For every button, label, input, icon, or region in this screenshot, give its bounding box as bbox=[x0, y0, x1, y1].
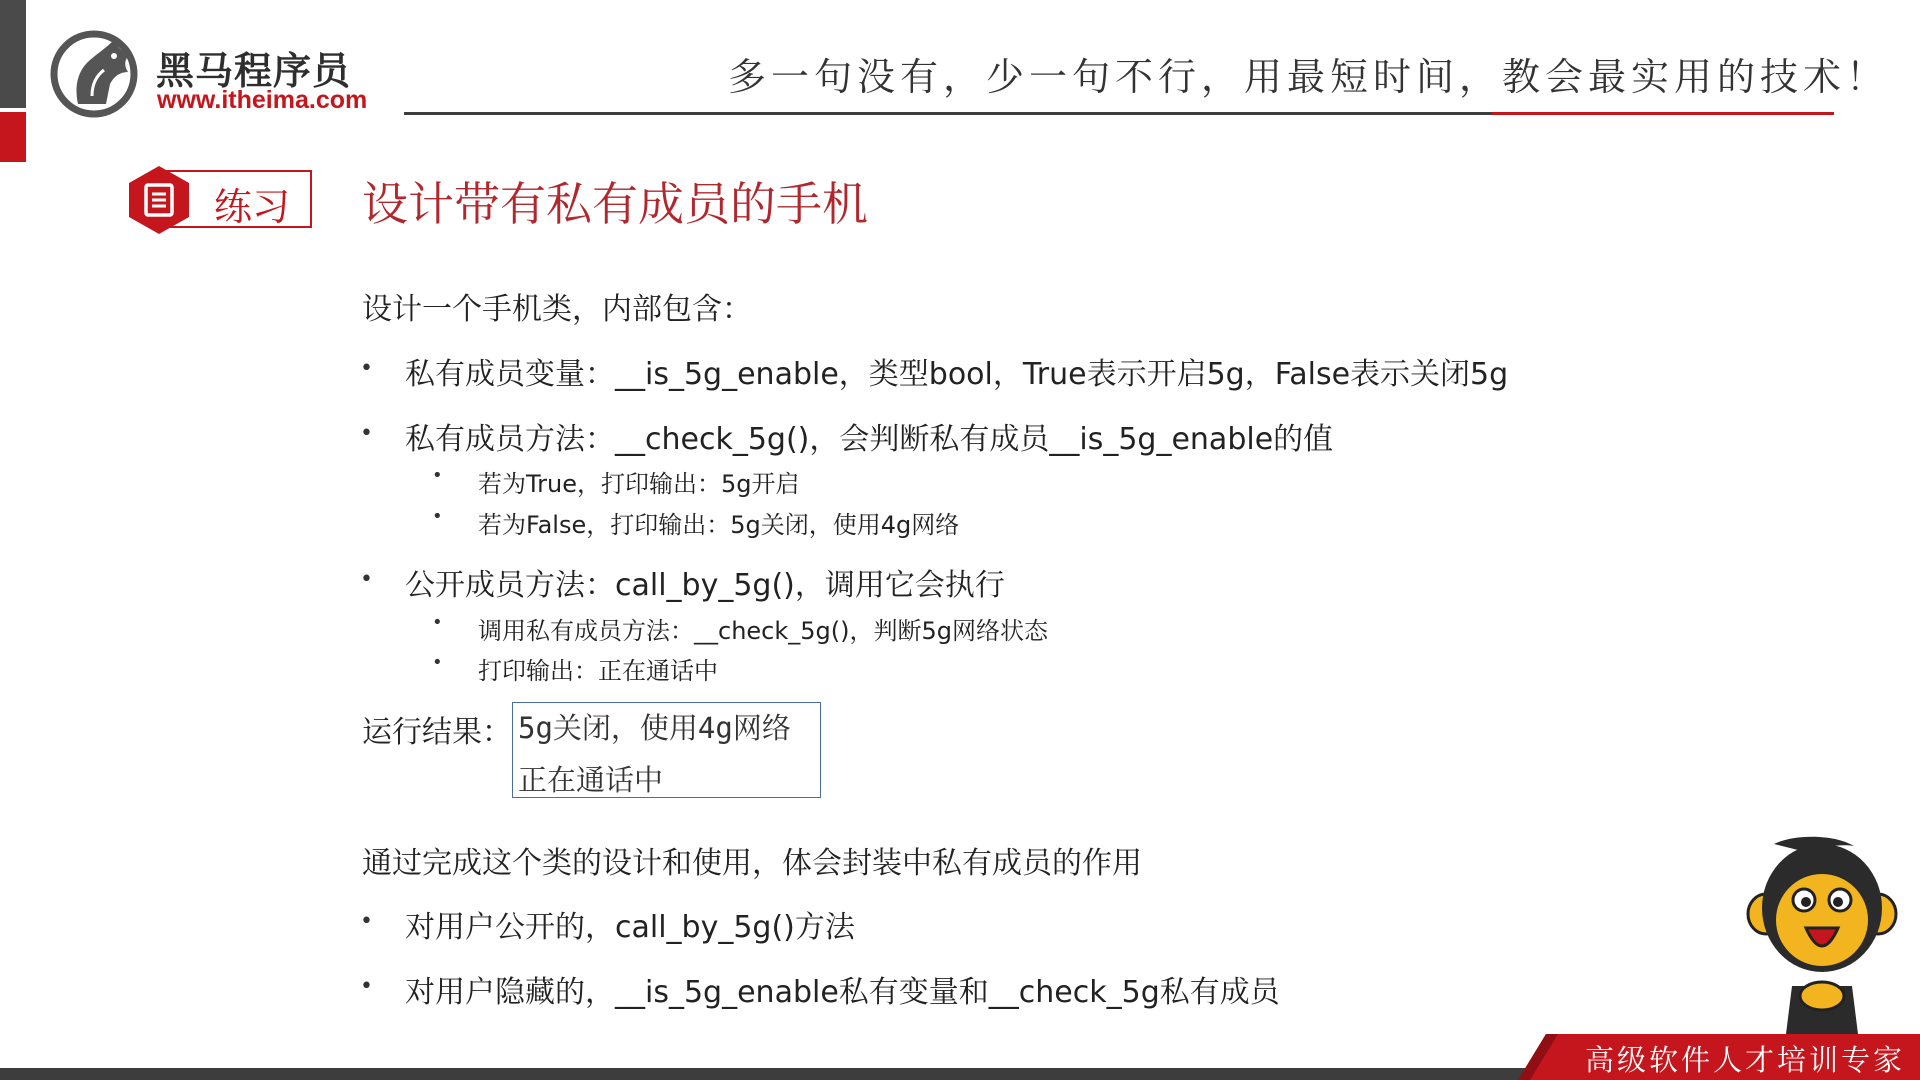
bullet-icon: • bbox=[360, 974, 373, 999]
requirement-subitem: 打印输出：正在通话中 bbox=[478, 657, 718, 685]
left-gray-strip bbox=[0, 0, 26, 108]
bullet-icon: • bbox=[432, 612, 443, 633]
header-divider-accent bbox=[1492, 112, 1834, 115]
requirement-subitem: 调用私有成员方法：__check_5g()，判断5g网络状态 bbox=[478, 617, 1048, 645]
brand-url: www.itheima.com bbox=[157, 86, 368, 114]
conclusion-item: 对用户公开的，call_by_5g()方法 bbox=[405, 910, 855, 945]
bullet-icon: • bbox=[432, 652, 443, 673]
conclusion-text: 通过完成这个类的设计和使用，体会封装中私有成员的作用 bbox=[362, 846, 1142, 881]
requirement-subitem: 若为False，打印输出：5g关闭，使用4g网络 bbox=[478, 511, 960, 539]
left-red-strip bbox=[0, 112, 26, 162]
horse-logo-icon bbox=[48, 26, 148, 118]
bullet-icon: • bbox=[360, 567, 373, 592]
result-label: 运行结果： bbox=[362, 715, 512, 750]
mascot-icon bbox=[1744, 836, 1900, 1036]
requirement-item: 公开成员方法：call_by_5g()，调用它会执行 bbox=[405, 568, 1005, 603]
result-line: 5g关闭，使用4g网络 bbox=[518, 711, 791, 745]
footer-tagline: 高级软件人才培训专家 bbox=[1585, 1043, 1906, 1077]
bullet-icon: • bbox=[432, 465, 443, 486]
requirement-subitem: 若为True，打印输出：5g开启 bbox=[478, 470, 800, 498]
conclusion-item: 对用户隐藏的，__is_5g_enable私有变量和__check_5g私有成员 bbox=[405, 975, 1280, 1010]
document-icon bbox=[126, 164, 192, 236]
exercise-badge-label: 练习 bbox=[214, 185, 291, 229]
slide-title: 设计带有私有成员的手机 bbox=[362, 177, 868, 231]
result-line: 正在通话中 bbox=[518, 763, 664, 797]
requirement-item: 私有成员方法：__check_5g()，会判断私有成员__is_5g_enable的值 bbox=[405, 422, 1334, 457]
requirement-item: 私有成员变量：__is_5g_enable，类型bool，True表示开启5g，False表示关闭5g bbox=[405, 357, 1509, 392]
bullet-icon: • bbox=[360, 421, 373, 446]
brand-name: 黑马程序员 bbox=[156, 49, 352, 93]
bullet-icon: • bbox=[360, 909, 373, 934]
bullet-icon: • bbox=[432, 506, 443, 527]
bullet-icon: • bbox=[360, 356, 373, 381]
intro-text: 设计一个手机类，内部包含： bbox=[362, 292, 752, 327]
header-slogan: 多一句没有，少一句不行，用最短时间，教会最实用的技术！ bbox=[728, 55, 1890, 99]
